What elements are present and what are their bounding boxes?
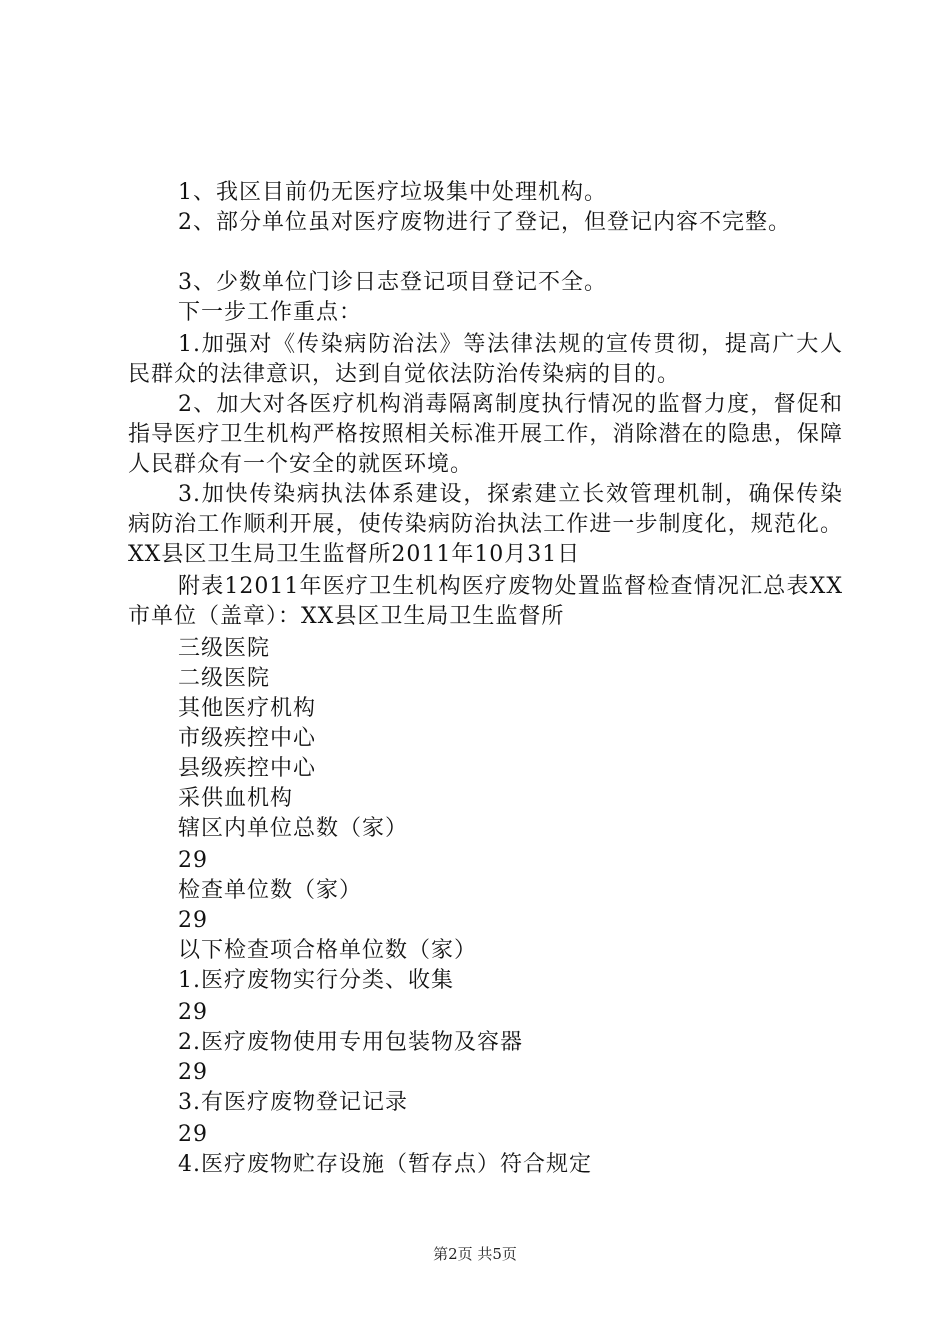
table-value: 29 — [178, 848, 208, 873]
table-line: 县级疾控中心 — [178, 756, 317, 781]
table-value: 29 — [178, 1122, 208, 1147]
issue-item-3: 3、少数单位门诊日志登记项目登记不全。 — [178, 270, 607, 295]
table-line: 市级疾控中心 — [178, 726, 317, 751]
table-value: 29 — [178, 1060, 208, 1085]
page-footer: 第2页 共5页 — [433, 1245, 517, 1263]
table-value: 29 — [178, 908, 208, 933]
table-value: 29 — [178, 1000, 208, 1025]
next-steps-heading: 下一步工作重点： — [178, 300, 363, 325]
table-line: 4.医疗废物贮存设施（暂存点）符合规定 — [178, 1152, 592, 1177]
table-line: 辖区内单位总数（家） — [178, 816, 409, 841]
step-1-paragraph: 1.加强对《传染病防治法》等法律法规的宣传贯彻，提高广大人民群众的法律意识，达到自觉依法防治传染病的目的。 — [128, 332, 843, 387]
step-2-paragraph: 2、加大对各医疗机构消毒隔离制度执行情况的监督力度，督促和指导医疗卫生机构严格按照相关标准开展工作，消除潜在的隐患，保障人民群众有一个安全的就医环境。 — [128, 392, 843, 477]
appendix-title: 附表12011年医疗卫生机构医疗废物处置监督检查情况汇总表XX市单位（盖章）：XX县区卫生局卫生监督所 — [128, 574, 843, 629]
step-3-paragraph: 3.加快传染病执法体系建设，探索建立长效管理机制，确保传染病防治工作顺利开展，使传染病防治执法工作进一步制度化，规范化。XX县区卫生局卫生监督所2011年10月31日 — [128, 482, 843, 567]
table-line: 二级医院 — [178, 666, 271, 691]
table-line: 采供血机构 — [178, 786, 294, 811]
issue-item-1: 1、我区目前仍无医疗垃圾集中处理机构。 — [178, 180, 607, 205]
issue-item-2: 2、部分单位虽对医疗废物进行了登记，但登记内容不完整。 — [178, 210, 791, 235]
table-line: 1.医疗废物实行分类、收集 — [178, 968, 454, 993]
table-line: 其他医疗机构 — [178, 696, 317, 721]
table-line: 检查单位数（家） — [178, 878, 363, 903]
table-line: 3.有医疗废物登记记录 — [178, 1090, 408, 1115]
table-line: 以下检查项合格单位数（家） — [178, 938, 478, 963]
table-line: 三级医院 — [178, 636, 271, 661]
table-line: 2.医疗废物使用专用包装物及容器 — [178, 1030, 523, 1055]
